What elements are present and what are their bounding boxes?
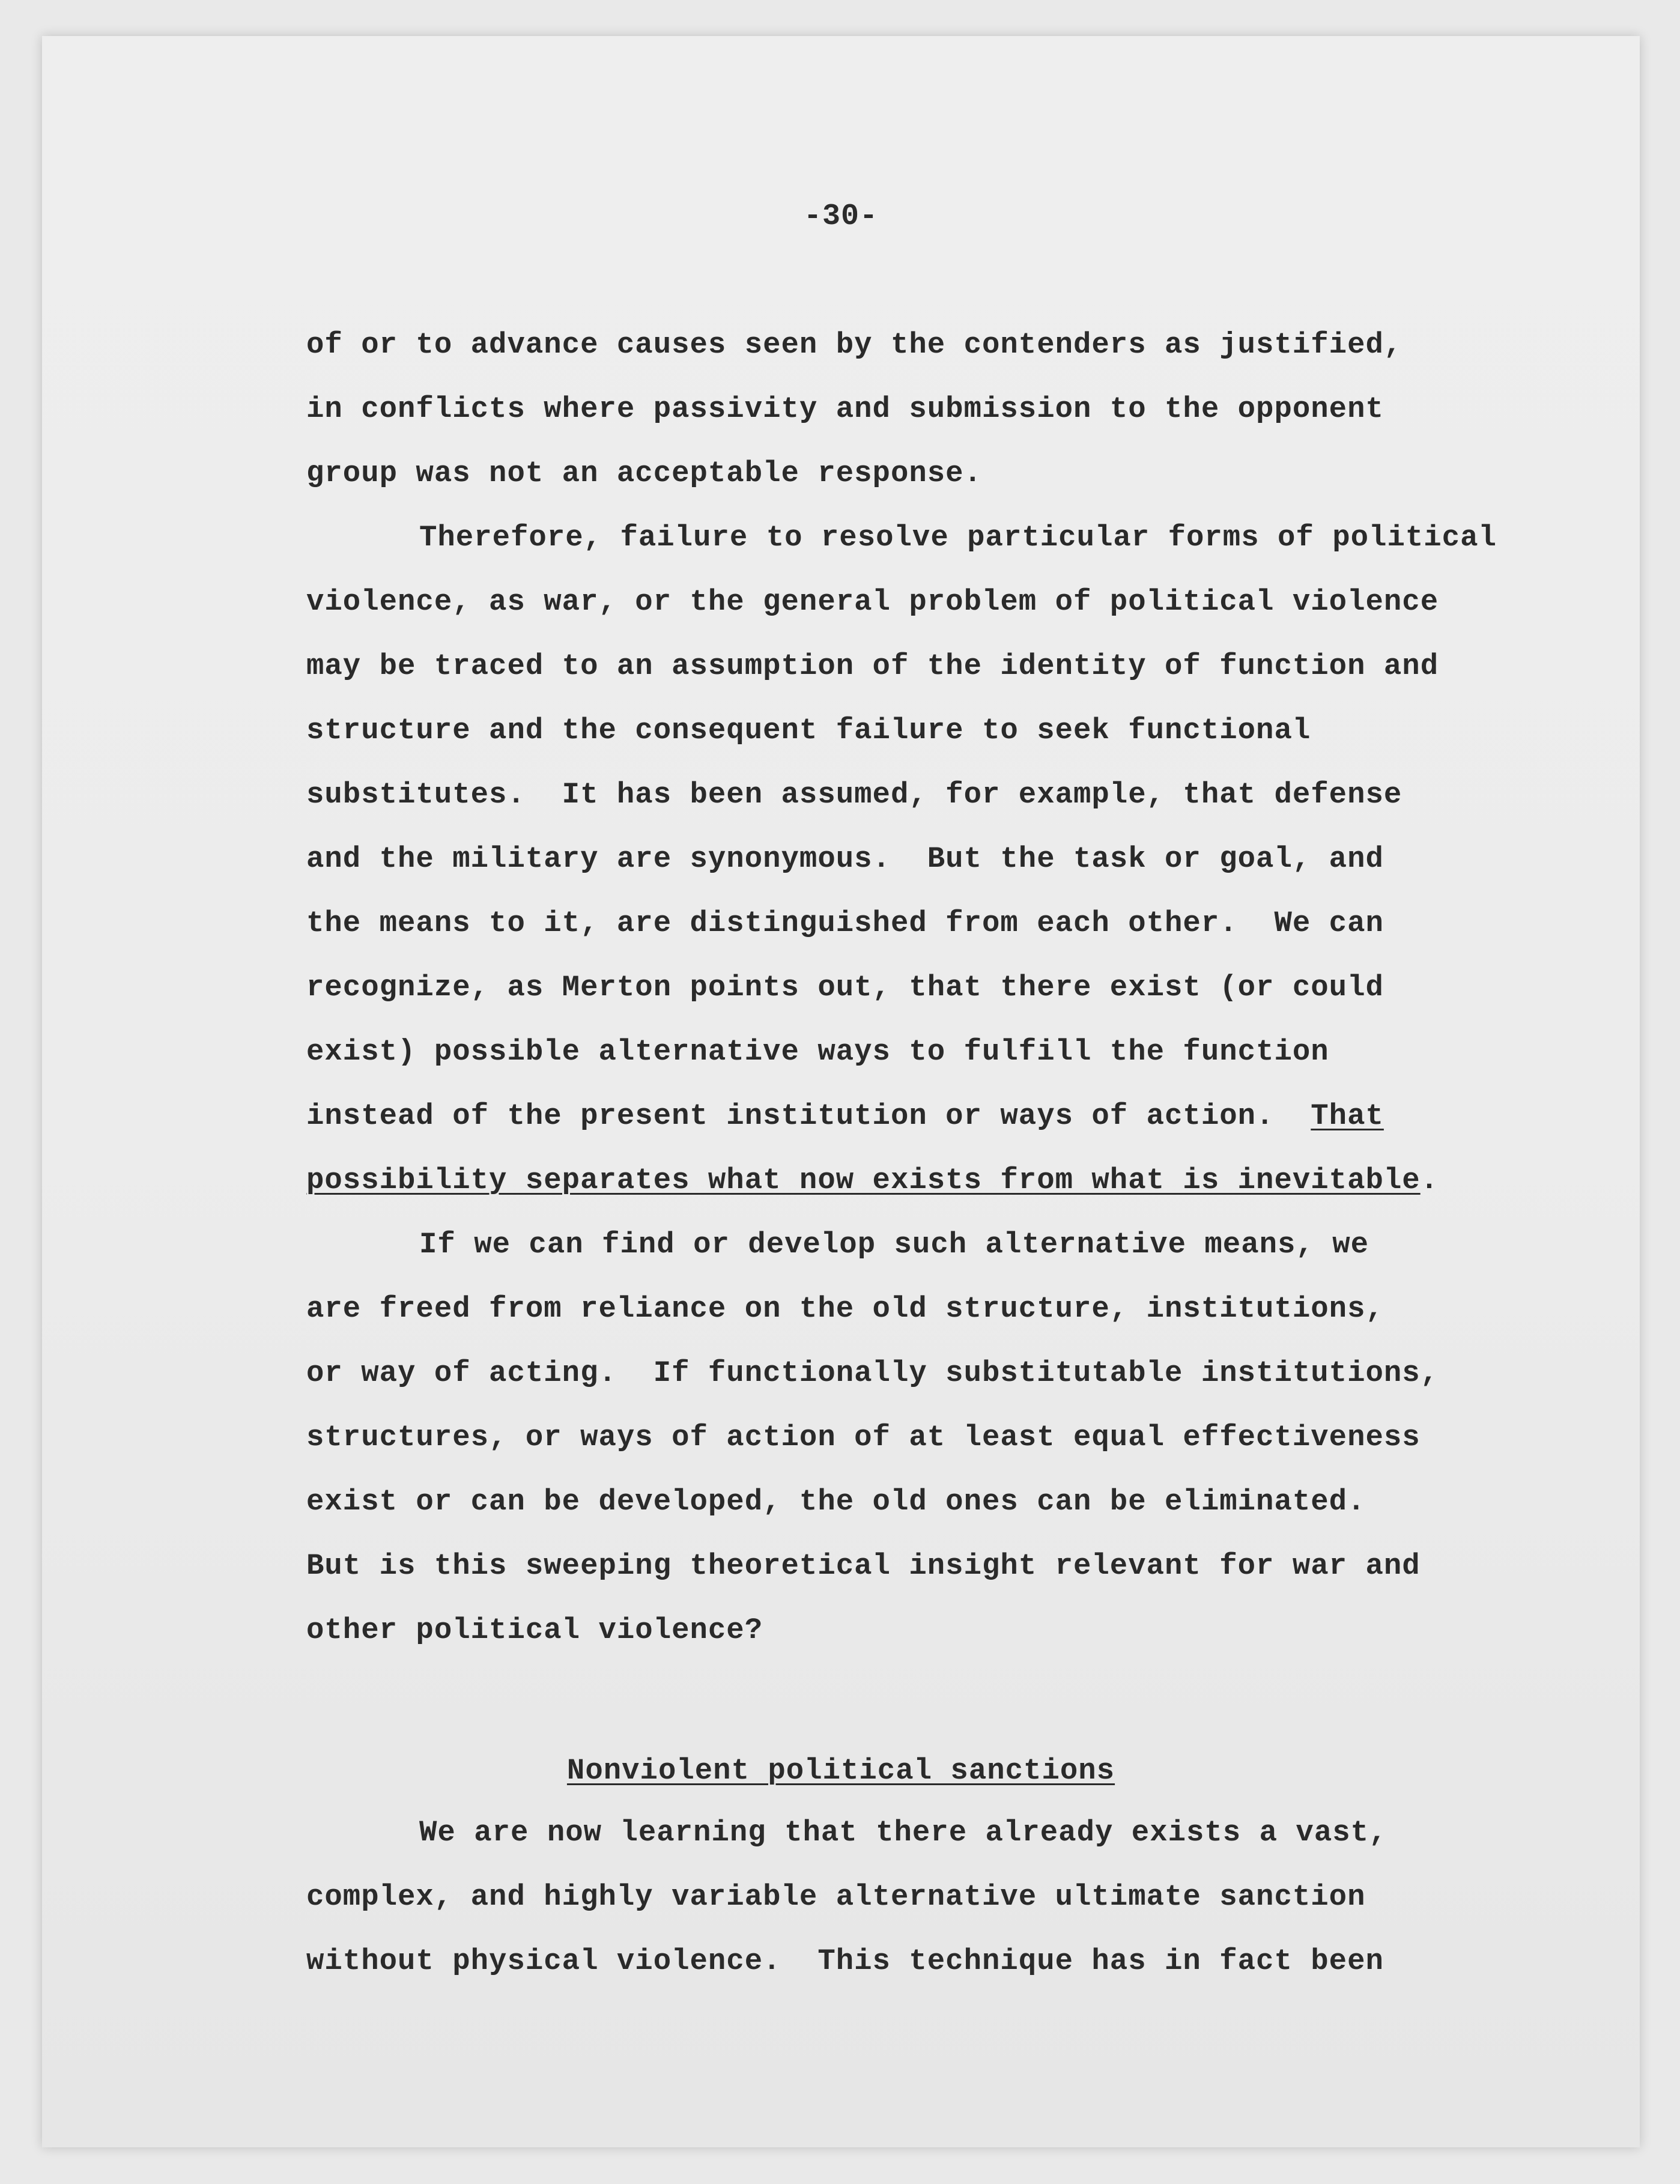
text-line: structure and the consequent failure to seek functional xyxy=(306,714,1311,747)
text-line xyxy=(306,1163,1439,1197)
text-line: exist) possible alternative ways to fulfill the function xyxy=(306,1035,1329,1069)
text-segment: . xyxy=(1420,1163,1439,1197)
page-number: -30- xyxy=(803,199,879,234)
text-line: or way of acting. If functionally substitutable institutions, xyxy=(306,1356,1439,1390)
text-line: group was not an acceptable response. xyxy=(306,457,982,490)
text-line: and the military are synonymous. But the task or goal, and xyxy=(306,842,1384,876)
underlined-text: That xyxy=(1311,1099,1384,1133)
underlined-text: possibility separates what now exists from what is inevitable xyxy=(306,1163,1421,1197)
text-line: recognize, as Merton points out, that there exist (or could xyxy=(306,971,1384,1004)
text-line: Therefore, failure to resolve particular forms of political xyxy=(419,521,1497,554)
text-line: in conflicts where passivity and submission to the opponent xyxy=(306,392,1384,426)
text-line: substitutes. It has been assumed, for example, that defense xyxy=(306,778,1403,811)
text-line: complex, and highly variable alternative ultimate sanction xyxy=(306,1880,1366,1914)
section-heading xyxy=(42,1754,1640,1788)
text-line: other political violence? xyxy=(306,1613,763,1647)
text-line: But is this sweeping theoretical insight relevant for war and xyxy=(306,1549,1421,1583)
text-line: may be traced to an assumption of the identity of function and xyxy=(306,649,1439,683)
text-segment: instead of the present institution or ways of action. xyxy=(306,1099,1311,1133)
text-line: If we can find or develop such alternative means, we xyxy=(419,1228,1369,1261)
section-heading-text: Nonviolent political sanctions xyxy=(566,1754,1115,1788)
text-line xyxy=(306,1099,1384,1133)
text-line: violence, as war, or the general problem of political violence xyxy=(306,585,1439,619)
text-line: of or to advance causes seen by the contenders as justified, xyxy=(306,328,1403,362)
typewritten-page xyxy=(42,36,1640,2147)
text-line: structures, or ways of action of at least equal effectiveness xyxy=(306,1421,1421,1454)
text-line: We are now learning that there already exists a vast, xyxy=(419,1816,1387,1849)
text-line: the means to it, are distinguished from each other. We can xyxy=(306,906,1384,940)
text-line: exist or can be developed, the old ones can be eliminated. xyxy=(306,1485,1366,1518)
text-line: without physical violence. This technique has in fact been xyxy=(306,1944,1384,1978)
text-line: are freed from reliance on the old structure, institutions, xyxy=(306,1292,1384,1326)
